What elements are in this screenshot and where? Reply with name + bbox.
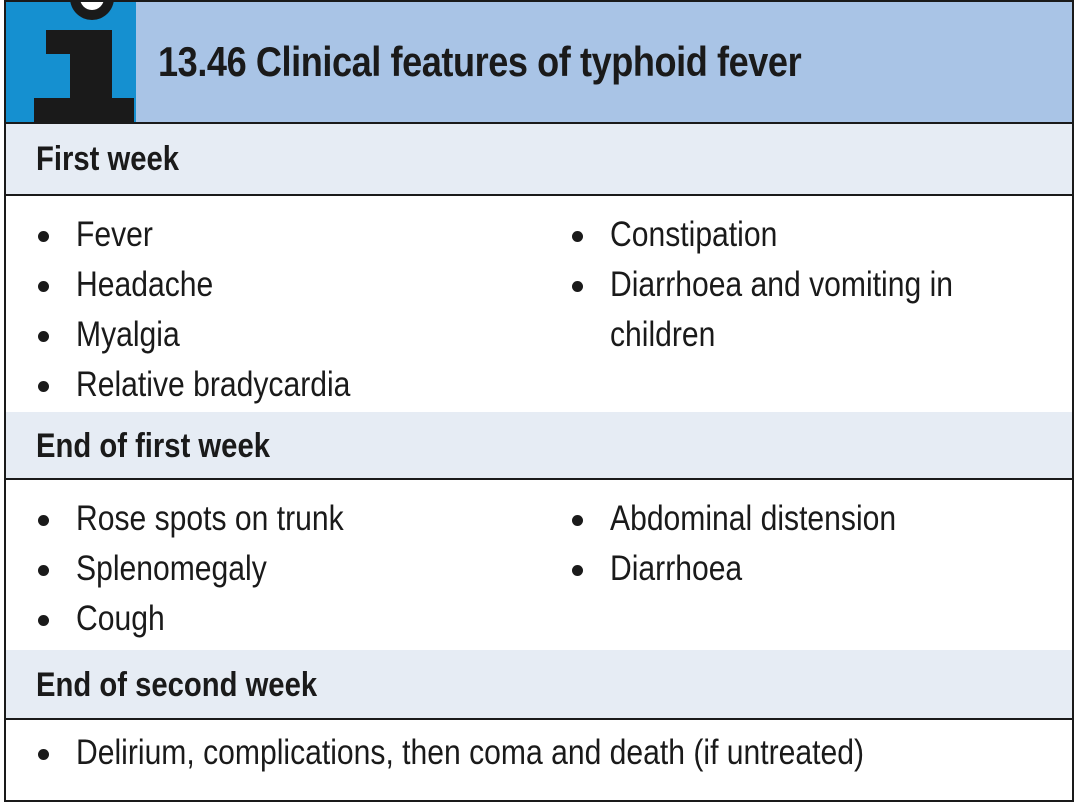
- section-body-first-week: [6, 196, 1072, 412]
- list-item: Relative bradycardia: [34, 360, 395, 410]
- list-item: Fever: [34, 210, 395, 260]
- list-left: [34, 494, 387, 644]
- information-icon: [6, 2, 136, 122]
- list-left: [34, 210, 395, 410]
- list-item: Rose spots on trunk: [34, 494, 387, 544]
- box-title: 13.46 Clinical features of typhoid fever: [158, 38, 802, 85]
- list-item: Constipation: [568, 210, 1080, 260]
- box-header: [6, 2, 1072, 124]
- section-heading-end-of-first-week: End of first week: [6, 412, 1072, 480]
- list-right: [568, 210, 1080, 360]
- list-item: Headache: [34, 260, 395, 310]
- list-item: Diarrhoea: [568, 544, 943, 594]
- list-item: Diarrhoea and vomiting in children: [568, 260, 1080, 360]
- list-item: Splenomegaly: [34, 544, 387, 594]
- section-heading-end-of-second-week: End of second week: [6, 650, 1072, 720]
- info-box: [4, 0, 1074, 802]
- section-body-end-of-first-week: [6, 480, 1072, 650]
- list-right: [568, 494, 943, 594]
- section-heading-first-week: First week: [6, 124, 1072, 196]
- list-item: Cough: [34, 594, 387, 644]
- list-left: [34, 728, 992, 778]
- list-item: Myalgia: [34, 310, 395, 360]
- list-item: Delirium, complications, then coma and death (if untreated): [34, 728, 992, 778]
- section-body-end-of-second-week: [6, 720, 1072, 800]
- list-item: Abdominal distension: [568, 494, 943, 544]
